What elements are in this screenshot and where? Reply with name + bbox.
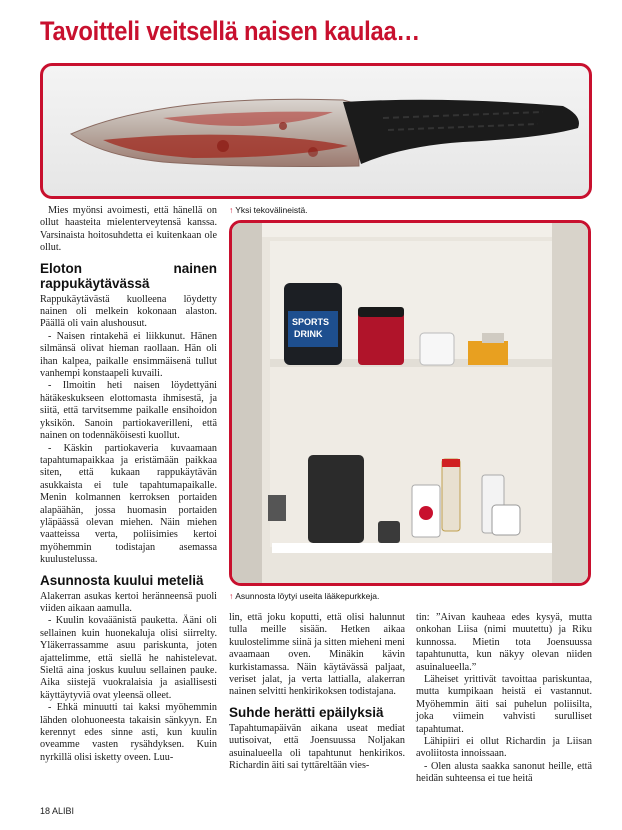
headline: Tavoitteli veitsellä naisen kaulaa… (40, 16, 420, 46)
cabinet-illustration (232, 223, 588, 583)
column-2 (229, 612, 405, 772)
cabinet-caption-text: Asunnosta löytyi useita lääkepurkkeja. (235, 591, 380, 601)
column-3 (416, 612, 592, 786)
paragraph: - Olen alusta saakka sanonut heille, että heidän suhteensa ei tue heitä (416, 760, 592, 785)
magazine-name: ALIBI (52, 806, 75, 816)
cabinet-caption (229, 591, 379, 601)
sports-drink-label: SPORTS (292, 317, 330, 327)
knife-illustration (43, 66, 589, 196)
paragraph: Tapahtumapäivän aikana useat mediat uutisoivat, että Joensuussa Noljakan asuinalueella oli tapahtunut henkirikos. Richardin äiti sai tyttäreltään vies- (229, 722, 405, 772)
knife-photo (40, 63, 592, 199)
paragraph: - Käskin partiokaveria kuvaamaan tapahtumapaikkaa ja eristämään paikkaa siten, että kukaan rappukäytävän asukkaista ei tule tapahtumapaikalle. Menin kolmannen kerroksen portaiden alapäähän, jossa huomasin portaiden yläpäässä olevan miehen. Näin miehen vaatteissa verta, poliisimies kertoi myöhemmin todistajan asemassa kuulustelussa. (40, 442, 217, 566)
page-number: 18 (40, 806, 51, 816)
paragraph: Alakerran asukas kertoi heränneensä puoli viiden aikaan aamulla. (40, 590, 217, 614)
paragraph: lin, että joku koputti, että olisi halunnut tulla meille sisään. Hetken aikaa kuulostelimme siinä ja sitten mieheni meni avaamaan oven. Minäkin kävin kurkistamassa. Näin käytävässä paljaat, veriset jalat, ja verta lattialla, alakerran nainen selvitti henkirikoksen todistajana. (229, 612, 405, 698)
paragraph: - Ehkä minuutti tai kaksi myöhemmin lähden olohuoneesta takaisin sänkyyn. En kerennyt edes sinne asti, kun kuulin oveamme vasten rysähdyksen. Kuin nyrkillä olisi isketty oveen. Luu- (40, 702, 217, 763)
knife-caption (229, 205, 308, 215)
column-1 (40, 205, 217, 764)
caption-arrow-icon: ↑ (229, 205, 234, 215)
page-footer (40, 806, 74, 816)
subheading-asunnosta-kuului: Asunnosta kuului meteliä (40, 572, 204, 588)
knife-caption-text: Yksi tekovälineistä. (235, 205, 308, 215)
paragraph: - Naisen rintakehä ei liikkunut. Hänen silmänsä olivat hieman raollaan. Hän oli ihan kalpea, paikalle ensimmäisenä tullut vanhempi konstaapeli kuvaili. (40, 330, 217, 380)
subheading-suhde-heratti: Suhde herätti epäilyksiä (229, 704, 384, 720)
cabinet-photo (229, 220, 591, 586)
subheading-eloton-nainen: Eloton nainen rappukäytävässä (40, 260, 217, 291)
paragraph: tin: ”Aivan kauheaa edes kysyä, mutta onkohan Liisa (nimi muutettu) ja Riku kunnossa. Mietin tota Joensuussa tapahtunutta, kun näkyy olevan niiden asuinalueella.” (416, 612, 592, 673)
paragraph: Lähipiiri ei ollut Richardin ja Liisan avoliitosta innoissaan. (416, 736, 592, 760)
paragraph: Rappukäytävästä kuolleena löydetty nainen oli melkein kokonaan alaston. Päällä oli vain alushousut. (40, 293, 217, 330)
caption-arrow-icon: ↑ (229, 591, 234, 601)
paragraph: - Kuulin kovaäänistä pauketta. Ääni oli sellainen kuin huonekaluja olisi siirrelty. Yläkerrassamme asuu pariskunta, joten ajattelimme, että siellä he nahistelevat. Sieltä aina joskus kuuluu sellainen pauke. Aika siistejä vuokralaisia ja asiallisesti käyttäytyviä ovat yleensä olleet. (40, 615, 217, 701)
paragraph: - Ilmoitin heti naisen löydettyäni hätäkeskukseen elottomasta ihmisestä, ja siitä, että tarvitsemme paikalle ensihoidon yksikön. Sanoin partiokaverilleni, että nainen on todennäköisesti kuollut. (40, 380, 217, 442)
paragraph: Mies myönsi avoimesti, että hänellä on ollut haasteita mielenterveytensä kanssa. Varsinaista hoitosuhdetta ei kuitenkaan ole ollut. (40, 205, 217, 254)
svg-text:DRINK: DRINK (294, 329, 323, 339)
paragraph: Läheiset yrittivät tavoittaa pariskuntaa, mutta kumpikaan heistä ei vastannut. Myöhemmin äiti sai puhelun poliisilta, joka viimein vahvisti surulliset tapahtumat. (416, 674, 592, 735)
